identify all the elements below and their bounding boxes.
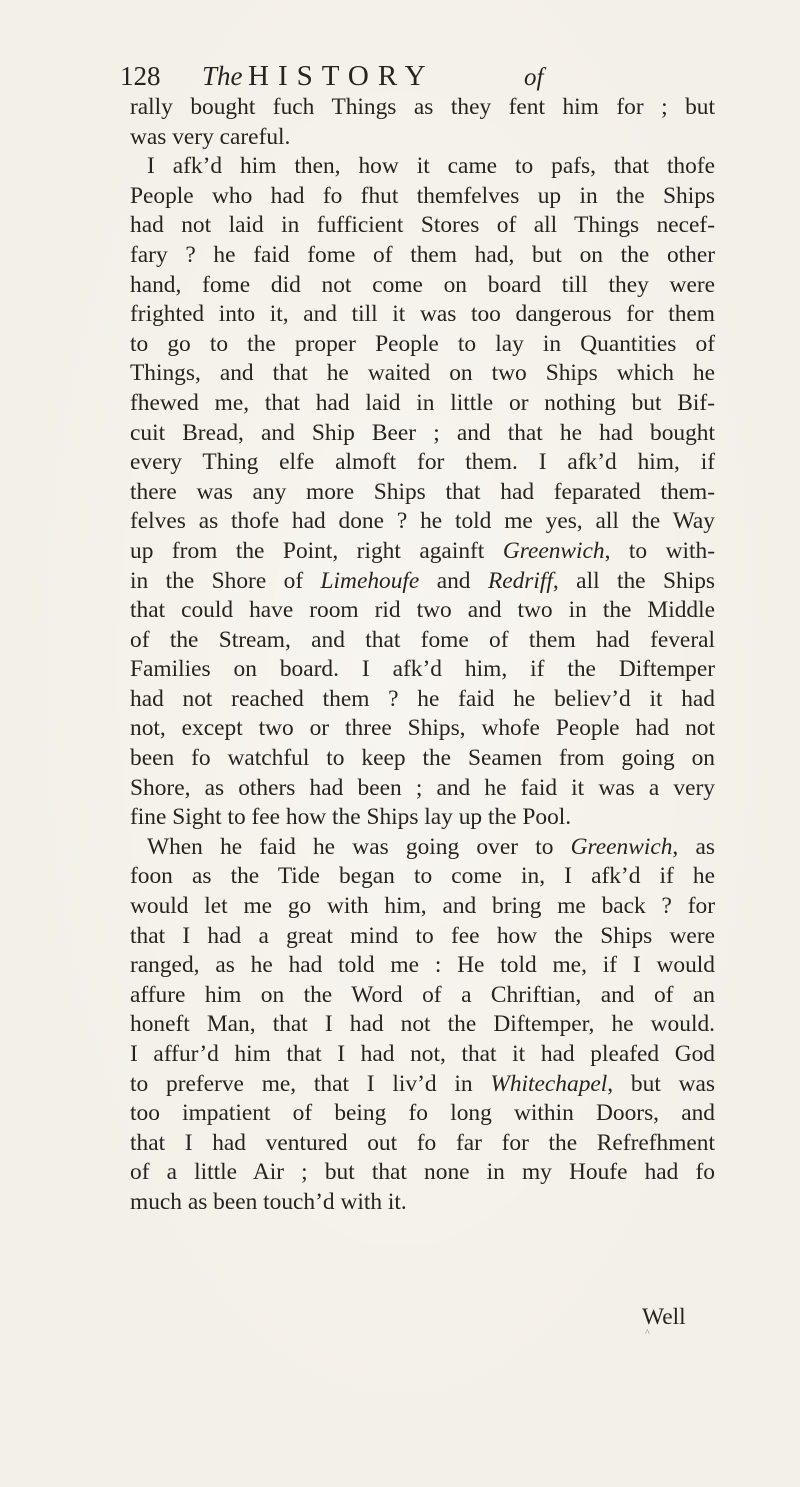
body-text xyxy=(130,93,715,1218)
text-line: Families on board. I afk’d him, if the Diftemper xyxy=(130,656,715,683)
text-line: fhewed me, that had laid in little or nothing but Bif- xyxy=(130,389,715,416)
text-line: felves as thofe had done ? he told me yes, all the Way xyxy=(130,508,715,535)
catchword-signature-mark: ^ xyxy=(645,1328,650,1339)
text-line: I affur’d him that I had not, that it had pleafed God xyxy=(130,1041,715,1067)
text-line: People who had fo fhut themfelves up in the Ships xyxy=(130,182,715,209)
text-line: foon as the Tide began to come in, I afk’d if he xyxy=(130,863,715,890)
text-line: Shore, as others had been ; and he faid it was a very xyxy=(130,774,715,801)
text-line: honeft Man, that I had not the Diftemper, he would. xyxy=(130,1011,715,1038)
header-the: The xyxy=(202,61,243,91)
text-line: that I had ventured out fo far for the Refrefhment xyxy=(130,1129,715,1156)
text-line: there was any more Ships that had feparated them- xyxy=(130,478,715,505)
header-of: of xyxy=(524,64,544,91)
text-line: frighted into it, and till it was too dangerous for them xyxy=(130,301,715,328)
text-line: Things, and that he waited on two Ships which he xyxy=(130,360,715,387)
text-line: that I had a great mind to fee how the Ships were xyxy=(130,922,715,949)
text-line: every Thing elfe almoft for them. I afk’d him, if xyxy=(130,449,715,476)
text-line: of a little Air ; but that none in my Houfe had fo xyxy=(130,1159,715,1186)
text-line: would let me go with him, and bring me back ? for xyxy=(130,893,715,920)
page-number: 128 xyxy=(120,61,161,91)
text-line: cuit Bread, and Ship Beer ; and that he had bought xyxy=(130,419,715,446)
text-line: had not laid in fufficient Stores of all Things necef- xyxy=(130,212,715,239)
text-line: had not reached them ? he faid he believ’d it had xyxy=(130,685,715,712)
text-line: fary ? he faid fome of them had, but on the other xyxy=(130,241,715,268)
text-line: that could have room rid two and two in the Middle xyxy=(130,597,715,624)
text-line: of the Stream, and that fome of them had feveral xyxy=(130,626,715,653)
text-line: to preferve me, that I liv’d in Whitechapel, but was xyxy=(130,1070,715,1097)
text-line: up from the Point, right againft Greenwich, to with- xyxy=(130,537,715,564)
text-line: too impatient of being fo long within Doors, and xyxy=(130,1100,715,1127)
text-line: hand, fome did not come on board till they were xyxy=(130,271,715,298)
text-line: been fo watchful to keep the Seamen from going on xyxy=(130,745,715,772)
text-line: When he faid he was going over to Greenwich, as xyxy=(147,833,715,860)
catchword: Well xyxy=(642,1304,686,1330)
text-line: fine Sight to fee how the Ships lay up the Pool. xyxy=(130,804,572,831)
text-line: was very careful. xyxy=(130,123,291,150)
text-line: in the Shore of Limehoufe and Redriff, all the Ships xyxy=(130,567,715,594)
text-line: ranged, as he had told me : He told me, if I would xyxy=(130,952,715,979)
header-title: HISTORY xyxy=(248,60,435,92)
text-line: much as been touch’d with it. xyxy=(130,1188,407,1215)
text-line: to go to the proper People to lay in Quantities of xyxy=(130,330,715,357)
text-line: rally bought fuch Things as they fent him for ; but xyxy=(130,94,715,120)
running-header xyxy=(120,56,680,96)
text-line: I afk’d him then, how it came to pafs, that thofe xyxy=(147,153,715,180)
text-line: affure him on the Word of a Chriftian, and of an xyxy=(130,981,715,1008)
text-line: not, except two or three Ships, whofe People had not xyxy=(130,715,715,742)
